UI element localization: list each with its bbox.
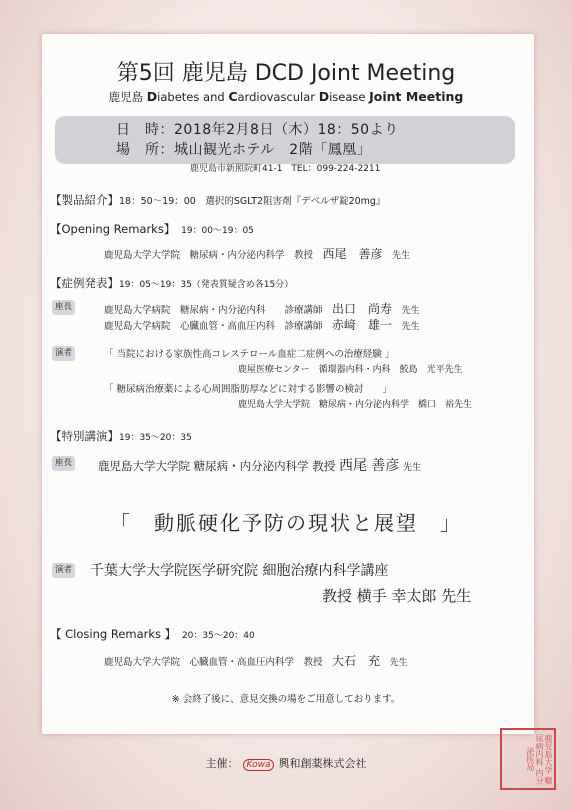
talk-1-speaker: 鹿屋医療センター 循環器内科・内科 鮫島 光平先生	[238, 365, 463, 375]
lecture-title: 「 動脈硬化予防の現状と展望 」	[110, 511, 462, 535]
special-speaker-affil: 千葉大学大学院医学研究院 細胞治療内科学講座	[90, 563, 389, 579]
subtitle: 鹿児島 Diabetes and Cardiovascular Disease Joint Meeting	[108, 89, 464, 104]
special-section: 【特別講演】19：35～20：35	[50, 429, 192, 443]
address: 鹿児島市新照院町41-1 TEL：099-224-2211	[190, 164, 381, 174]
note: ※ 会終了後に、意見交換の場をご用意しております。	[171, 694, 401, 705]
case-section: 【症例発表】19：05～19：35（発表質疑含め各15分）	[50, 276, 294, 290]
product-section: 【製品紹介】18：50～19：00 選択的SGLT2阻害剤『デベルザ錠20mg』	[50, 193, 386, 207]
datetime: 日 時：2018年2月8日（木）18：50より	[116, 122, 399, 138]
opening-speaker: 鹿児島大学大学院 糖尿病・内分泌内科学 教授 西尾 善彦 先生	[104, 247, 411, 261]
talk-1-title: 「 当院における家族性高コレステロール血症二症例への治療経験 」	[104, 349, 395, 360]
venue: 場 所：城山観光ホテル 2階「鳳凰」	[116, 142, 372, 158]
chair-badge: 座長	[52, 300, 75, 315]
closing-section: 【 Closing Remarks 】 20：35～20：40	[50, 627, 255, 641]
case-chair-2: 鹿児島大学病院 心臓血管・高血圧内科 診療講師 赤﨑 雄一 先生	[104, 318, 420, 332]
special-speaker-name: 教授 横手 幸太郎 先生	[322, 587, 472, 605]
talk-2-speaker: 鹿児島大学大学院 糖尿病・内分泌内科学 橋口 裕先生	[238, 400, 473, 410]
speaker-badge: 演者	[52, 346, 75, 361]
special-speaker-badge: 演者	[52, 563, 75, 578]
special-chair-badge: 座長	[52, 456, 75, 471]
talk-2-title: 「 糖尿病治療薬による心周囲脂肪厚などに対する影響の検討 」	[104, 384, 393, 395]
closing-speaker: 鹿児島大学大学院 心臓血管・高血圧内科学 教授 大石 充 先生	[104, 654, 408, 668]
opening-section: 【Opening Remarks】 19：00～19：05	[50, 222, 254, 236]
kowa-logo: Kowa	[243, 759, 275, 771]
special-chair: 鹿児島大学大学院 糖尿病・内分泌内科学 教授 西尾 善彦 先生	[98, 458, 422, 474]
page-title: 第5回 鹿児島 DCD Joint Meeting	[116, 61, 456, 86]
sponsor: 主催： Kowa 興和創薬株式会社	[205, 757, 367, 770]
seal-stamp: 鹿児島大学 糖尿病内科 内分泌医局	[500, 728, 556, 790]
case-chair-1: 鹿児島大学病院 糖尿病・内分泌内科 診療講師 出口 尚寿 先生	[104, 302, 420, 316]
